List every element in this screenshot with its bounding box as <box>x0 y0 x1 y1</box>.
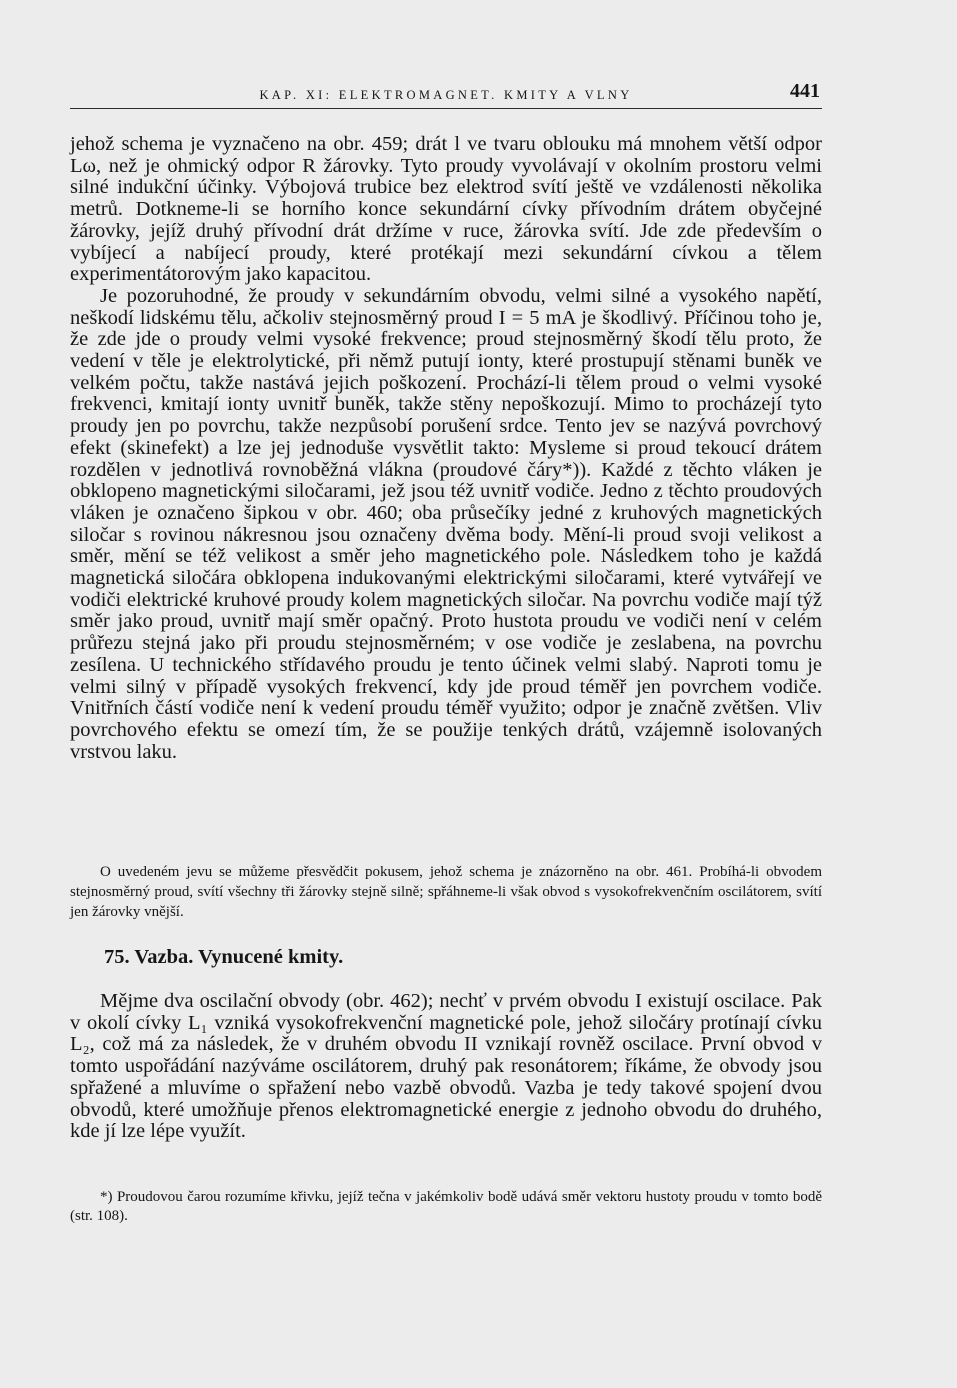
page-header <box>70 74 822 109</box>
paragraph-2: Je pozoruhodné, že proudy v sekundárním obvodu, velmi silné a vysokého napětí, neškodí lidskému tělu, ačkoliv stejnosměrný proud I = 5 mA je škodlivý. Příčinou toho je, že zde jde o proudy velmi vysoké frekvence; proud stejnosměrný škodí tělu proto, že vedení v těle je elektrolytické, při němž putují ionty, které prostupují stěnami buněk ve velkém počtu, takže nastává jejich poškození. Prochází-li tělem proud o velmi vysoké frekvenci, kmitají ionty uvnitř buněk, takže stěny nepoškozují. Mimo to procházejí tyto proudy jen po povrchu, takže nezpůsobí porušení srdce. Tento jev se nazývá povrchový efekt (skinefekt) a lze jej jednoduše vysvětlit takto: Mysleme si proud tekoucí drátem rozdělen v jednotlivá rovnoběžná vlákna (proudové čáry*)). Každé z těchto vláken je obklopeno magnetickými siločarami, jež jsou též uvnitř vodiče. Jedno z těchto proudových vláken je označeno šipkou v obr. 460; oba průsečíky jedné z kruhových magnetických siločar s rovinou nákresnou jsou označeny dvěma body. Mění-li proud svoji velikost a směr, mění se též velikost a směr jeho magnetického pole. Následkem toho je každá magnetická siločára obklopena indukovanými elektrickými siločarami, které vytvářejí ve vodiči elektrické kruhové proudy kolem magnetických siločar. Na povrchu vodiče mají týž směr jako proud, uvnitř mají směr opačný. Proto hustota proudu ve vodiči není v celém průřezu stejná jako při proudu stejnosměrném; v ose vodiče je zeslabena, na povrchu zesílena. U technického střídavého proudu je tento účinek velmi slabý. Naproti tomu je velmi silný v případě vysokých frekvencí, kdy jde proud téměř jen povrchem vodiče. Vnitřních částí vodiče není k vedení proudu téměř využito; odpor je značně zvětšen. Vliv povrchového efektu se omezí tím, že se použije tenkých drátů, vzájemně isolovaných vrstvou laku. <box>70 284 822 763</box>
section-heading: 75. Vazba. Vynucené kmity. <box>104 946 344 968</box>
page-number: 441 <box>790 80 820 102</box>
section-text <box>70 991 822 1143</box>
footnote-text: *) Proudovou čarou rozumíme křivku, jejíž tečna v jakémkoliv bodě udává směr vektoru hustoty proudu v tomto bodě (str. 108). <box>70 1189 822 1224</box>
experiment-note <box>70 862 822 922</box>
paragraph-1: jehož schema je vyznačeno na obr. 459; drát l ve tvaru oblouku má mnohem větší odpor Lω, než je ohmický odpor R žárovky. Tyto proudy vyvolávají v okolním prostoru velmi silné indukční účinky. Výbojová trubice bez elektrod svítí ještě ve vzdálenosti několika metrů. Dotkneme-li se horního konce sekundární cívky přívodním drátem obyčejné žárovky, jejíž druhý přívodní drát držíme v ruce, žárovka svítí. Jde zde především o vybíjecí a nabíjecí proudy, které protékají mezi sekundární cívkou a tělem experimentátorovým jako kapacitou. <box>70 133 822 286</box>
section-paragraph: Mějme dva oscilační obvody (obr. 462); nechť v prvém obvodu I existují oscilace. Pak v okolí cívky L₁ vzniká vysokofrekvenční magnetické pole, jehož siločáry protínají cívku L₂, což má za následek, že v druhém obvodu II vznikají rovněž oscilace. První obvod v tomto uspořádání nazýváme oscilátorem, druhý pak resonátorem; říkáme, že obvody jsou spřažené a mluvíme o spřažení nebo vazbě obvodů. Vazba je tedy takové spojení dvou obvodů, které umožňuje přenos elektromagnetické energie z jednoho obvodu do druhého, kde jí lze lépe využít. <box>70 990 822 1143</box>
footnote <box>70 1188 822 1226</box>
note-text: O uvedeném jevu se můžeme přesvědčit pokusem, jehož schema je znázorněno na obr. 461. Probíhá-li obvodem stejnosměrný proud, svítí všechny tři žárovky stejně silně; spřáhneme-li však obvod s vysokofrekvenčním oscilátorem, svítí jen žárovky vnější. <box>70 864 822 920</box>
running-head: KAP. XI: ELEKTROMAGNET. KMITY A VLNY <box>259 88 633 102</box>
main-text <box>70 134 822 763</box>
